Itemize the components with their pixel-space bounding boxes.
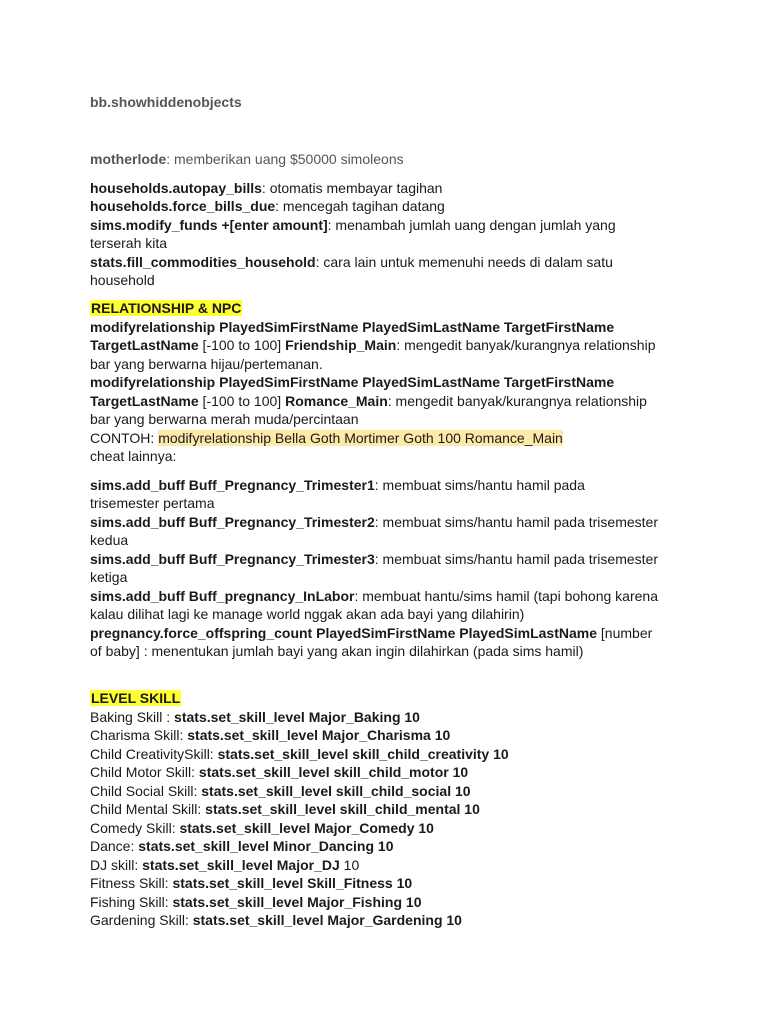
- skill-row: [90, 837, 690, 855]
- bb-command: bb.showhiddenobjects: [90, 94, 242, 110]
- inlabor-line: [90, 587, 690, 605]
- trimester1-command: sims.add_buff Buff_Pregnancy_Trimester1: [90, 477, 375, 493]
- trimester1-line-2: [90, 494, 690, 512]
- skill-label: Comedy Skill:: [90, 820, 180, 836]
- trimester1-description-2: trisemester pertama: [90, 495, 215, 511]
- fill-commodities-line-2: [90, 271, 690, 289]
- skill-label: Gardening Skill:: [90, 912, 193, 928]
- trimester2-line-2: [90, 531, 690, 549]
- skill-label: Fitness Skill:: [90, 875, 173, 891]
- other-cheats-label: cheat lainnya:: [90, 448, 177, 464]
- trimester3-description-2: ketiga: [90, 569, 128, 585]
- skill-row: [90, 893, 690, 911]
- autopay-description: : otomatis membayar tagihan: [261, 180, 443, 196]
- skill-command: stats.set_skill_level Major_Charisma 10: [187, 727, 451, 743]
- skill-command: stats.set_skill_level skill_child_social 10: [201, 783, 471, 799]
- offspring-line-2: [90, 642, 690, 660]
- skill-command: stats.set_skill_level skill_child_creativity 10: [217, 746, 509, 762]
- modify2-command: modifyrelationship PlayedSimFirstName PlayedSimLastName TargetFirstName: [90, 374, 615, 390]
- motherlode-line: [90, 150, 690, 168]
- skill-heading-line: [90, 689, 690, 707]
- modify2-line-3: [90, 410, 690, 428]
- trimester3-description: : membuat sims/hantu hamil pada trisemester: [374, 551, 658, 567]
- skill-label: Child Motor Skill:: [90, 764, 199, 780]
- trimester3-line-2: [90, 568, 690, 586]
- trimester2-line: [90, 513, 690, 531]
- modify2-type: Romance_Main: [285, 393, 388, 409]
- skill-row: [90, 726, 690, 744]
- modifyfunds-line-2: [90, 234, 690, 252]
- skill-label: Baking Skill :: [90, 709, 175, 725]
- modify1-range: [-100 to 100]: [198, 337, 286, 353]
- fill-commodities-description: : cara lain untuk memenuhi needs di dalam satu: [315, 254, 613, 270]
- fill-commodities-line: [90, 253, 690, 271]
- skill-label: Child Social Skill:: [90, 783, 202, 799]
- autopay-command: households.autopay_bills: [90, 180, 262, 196]
- skill-row: [90, 782, 690, 800]
- inlabor-command: sims.add_buff Buff_pregnancy_InLabor: [90, 588, 355, 604]
- skill-heading: LEVEL SKILL: [91, 690, 181, 706]
- modifyfunds-line: [90, 216, 690, 234]
- modify2-line-2: [90, 392, 690, 410]
- modifyfunds-description: : menambah jumlah uang dengan jumlah yang: [327, 217, 616, 233]
- forcebills-description: : mencegah tagihan datang: [275, 198, 445, 214]
- modify1-target: TargetLastName: [90, 337, 199, 353]
- modify2-description: : mengedit banyak/kurangnya relationship: [387, 393, 647, 409]
- skill-label: Charisma Skill:: [90, 727, 188, 743]
- offspring-line: [90, 624, 690, 642]
- modify2-target: TargetLastName: [90, 393, 199, 409]
- skill-command: stats.set_skill_level Major_Fishing 10: [172, 894, 422, 910]
- skill-row: [90, 911, 690, 929]
- modifyfunds-description-2: terserah kita: [90, 235, 168, 251]
- forcebills-line: [90, 197, 690, 215]
- trimester1-description: : membuat sims/hantu hamil pada: [374, 477, 585, 493]
- modify1-line-1: [90, 318, 690, 336]
- skill-command: stats.set_skill_level Major_Comedy 10: [179, 820, 434, 836]
- skill-tail: 10: [339, 857, 360, 873]
- inlabor-description: : membuat hantu/sims hamil (tapi bohong karena: [354, 588, 658, 604]
- skill-label: Dance:: [90, 838, 139, 854]
- modifyfunds-command: sims.modify_funds +[enter amount]: [90, 217, 328, 233]
- example-label: CONTOH:: [90, 430, 159, 446]
- modify1-command: modifyrelationship PlayedSimFirstName PlayedSimLastName TargetFirstName: [90, 319, 615, 335]
- skill-row: [90, 874, 690, 892]
- modify2-range: [-100 to 100]: [198, 393, 286, 409]
- skill-label: DJ skill:: [90, 857, 143, 873]
- skill-row: [90, 800, 690, 818]
- motherlode-command: motherlode: [90, 151, 167, 167]
- forcebills-command: households.force_bills_due: [90, 198, 276, 214]
- other-cheats-line: [90, 447, 690, 465]
- trimester2-description-2: kedua: [90, 532, 129, 548]
- autopay-line: [90, 179, 690, 197]
- skill-command: stats.set_skill_level Major_Gardening 10: [192, 912, 462, 928]
- offspring-description-2: of baby] : menentukan jumlah bayi yang akan ingin dilahirkan (pada sims hamil): [90, 643, 584, 659]
- fill-commodities-command: stats.fill_commodities_household: [90, 254, 316, 270]
- modify1-description-2: bar yang berwarna hijau/pertemanan.: [90, 356, 323, 372]
- skill-label: Child Mental Skill:: [90, 801, 206, 817]
- skill-row: [90, 856, 690, 874]
- relationship-heading-line: [90, 299, 690, 317]
- relationship-heading: RELATIONSHIP & NPC: [91, 300, 242, 316]
- motherlode-description: : memberikan uang $50000 simoleons: [166, 151, 404, 167]
- modify1-type: Friendship_Main: [285, 337, 397, 353]
- trimester2-description: : membuat sims/hantu hamil pada trisemester: [374, 514, 658, 530]
- skill-label: Child CreativitySkill:: [90, 746, 218, 762]
- modify2-line-1: [90, 373, 690, 391]
- inlabor-line-2: [90, 605, 690, 623]
- trimester3-command: sims.add_buff Buff_Pregnancy_Trimester3: [90, 551, 375, 567]
- skill-row: [90, 708, 690, 726]
- skill-row: [90, 745, 690, 763]
- example-line: [90, 429, 690, 447]
- skill-command: stats.set_skill_level skill_child_mental 10: [205, 801, 480, 817]
- modify1-description: : mengedit banyak/kurangnya relationship: [396, 337, 656, 353]
- skill-command: stats.set_skill_level Skill_Fitness 10: [172, 875, 413, 891]
- skill-command: stats.set_skill_level Major_DJ: [142, 857, 340, 873]
- example-command: modifyrelationship Bella Goth Mortimer Goth 100 Romance_Main: [158, 430, 563, 446]
- skill-row: [90, 763, 690, 781]
- skill-command: stats.set_skill_level skill_child_motor 10: [198, 764, 469, 780]
- trimester3-line: [90, 550, 690, 568]
- trimester2-command: sims.add_buff Buff_Pregnancy_Trimester2: [90, 514, 375, 530]
- offspring-command: pregnancy.force_offspring_count PlayedSimFirstName PlayedSimLastName: [90, 625, 598, 641]
- modify1-line-3: [90, 355, 690, 373]
- skill-command: stats.set_skill_level Minor_Dancing 10: [138, 838, 394, 854]
- skill-command: stats.set_skill_level Major_Baking 10: [174, 709, 420, 725]
- bb-line: [90, 93, 690, 111]
- skill-row: [90, 819, 690, 837]
- modify1-line-2: [90, 336, 690, 354]
- inlabor-description-2: kalau dilihat lagi ke manage world nggak akan ada bayi yang dilahirin): [90, 606, 525, 622]
- offspring-argument: [number: [597, 625, 653, 641]
- fill-commodities-description-2: household: [90, 272, 155, 288]
- trimester1-line: [90, 476, 690, 494]
- skill-label: Fishing Skill:: [90, 894, 173, 910]
- modify2-description-2: bar yang berwarna merah muda/percintaan: [90, 411, 359, 427]
